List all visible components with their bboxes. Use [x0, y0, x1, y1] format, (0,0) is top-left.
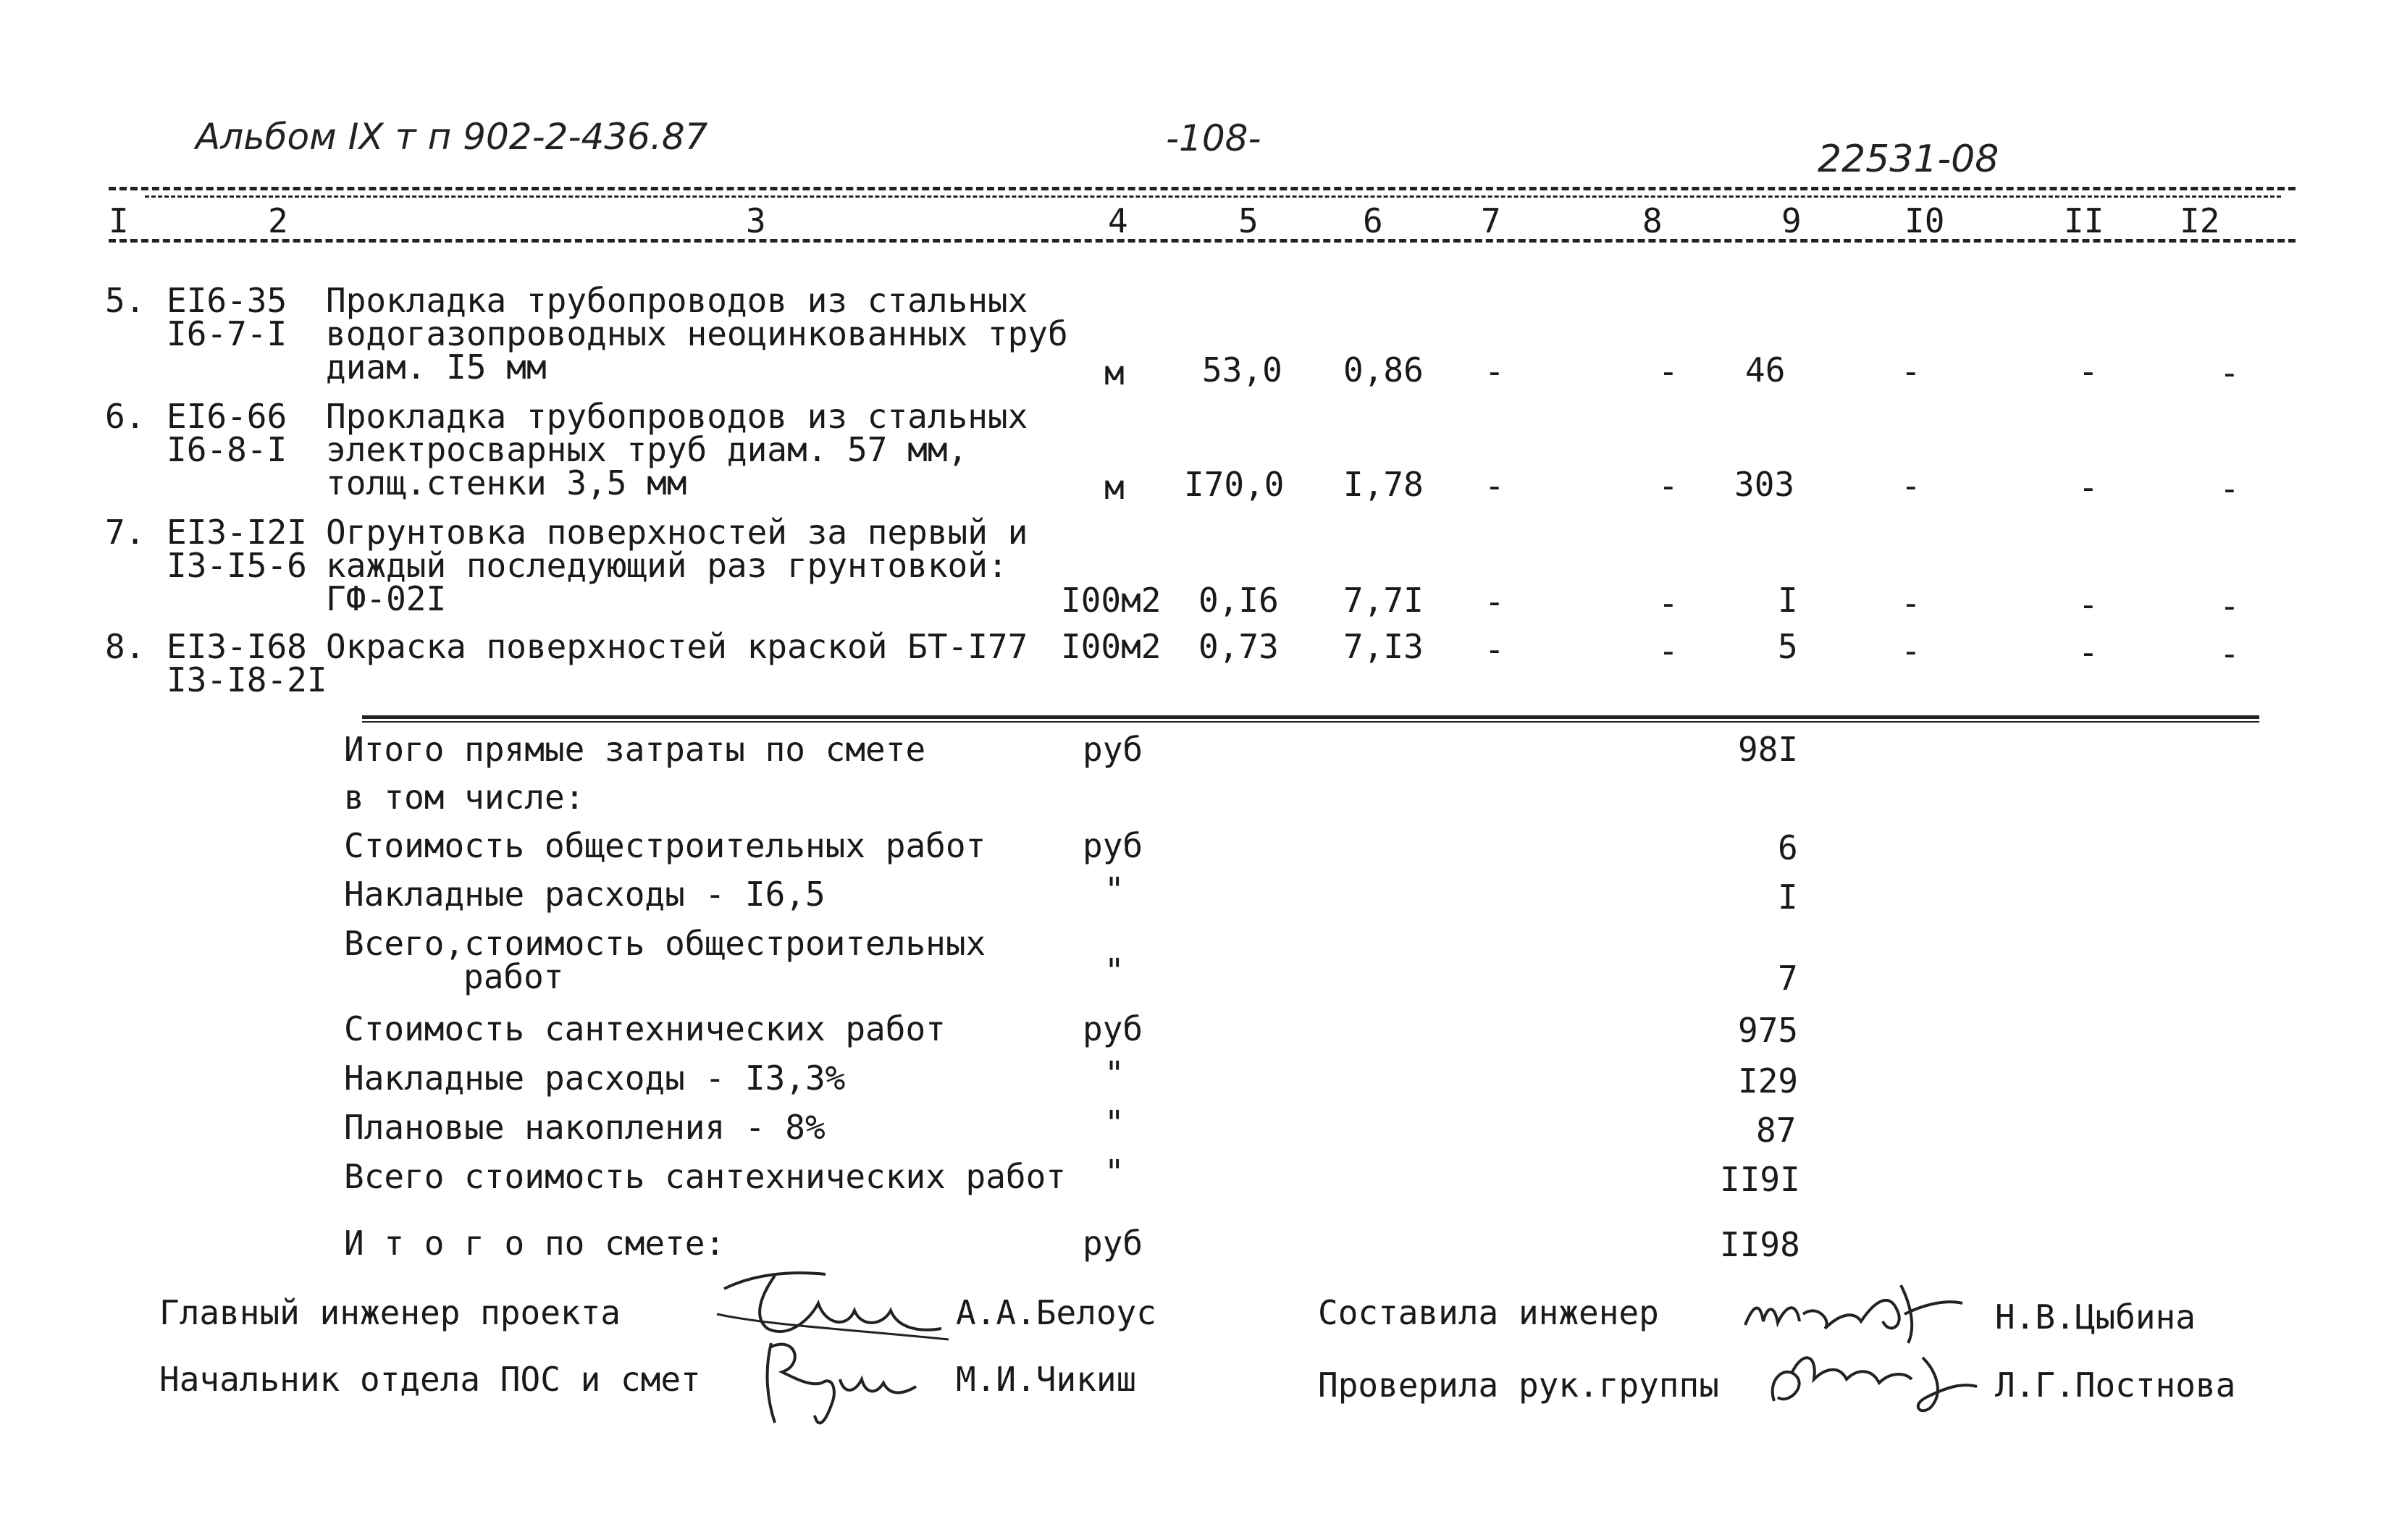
row-col6: I,78 [1343, 465, 1424, 504]
summary-unit: руб [1083, 1224, 1143, 1263]
row-col8: - [1658, 466, 1679, 505]
row-col7: - [1484, 466, 1505, 505]
row-code-primary: EI3-I2I [167, 513, 307, 552]
row-description: Прокладка трубопроводов из стальных [326, 397, 1028, 436]
row-col9: I [1778, 581, 1798, 620]
row-col12: - [2219, 469, 2240, 508]
header-bottom-line [109, 239, 2296, 243]
row-quantity: 0,73 [1198, 627, 1279, 666]
column-header: 6 [1363, 201, 1383, 240]
summary-label: Плановые накопления - 8% [344, 1108, 826, 1147]
checked-title: Проверила рук.группы [1318, 1366, 1719, 1405]
row-description: электросварных труб диам. 57 мм, [326, 430, 968, 469]
row-description: Окраска поверхностей краской БТ-I77 [326, 627, 1028, 666]
summary-unit: " [1104, 1054, 1125, 1093]
row-description: водогазопроводных неоцинкованных труб [326, 314, 1068, 353]
summary-unit: " [1104, 870, 1125, 909]
summary-label: в том числе: [344, 778, 585, 817]
summary-unit: " [1104, 951, 1125, 990]
row-col6: 7,7I [1343, 581, 1424, 620]
summary-label: Стоимость сантехнических работ [344, 1009, 946, 1048]
summary-value: 7 [1778, 959, 1798, 998]
row-col9: 5 [1778, 627, 1798, 666]
summary-separator [362, 715, 2259, 719]
row-col12: - [2219, 634, 2240, 673]
row-description: Огрунтовка поверхностей за первый и [326, 513, 1028, 552]
row-code-primary: EI6-35 [167, 281, 287, 320]
column-header: I0 [1904, 201, 1945, 240]
row-code-primary: EI6-66 [167, 397, 287, 436]
row-number: 5. [105, 281, 146, 320]
row-col12: - [2219, 353, 2240, 392]
row-code-primary: EI3-I68 [167, 627, 307, 666]
row-col7: - [1484, 352, 1505, 391]
summary-label: Всего стоимость сантехнических работ [344, 1157, 1066, 1196]
summary-value: I [1778, 878, 1798, 917]
row-code-secondary: I3-I8-2I [167, 660, 327, 699]
column-header: 7 [1481, 201, 1501, 240]
summary-value: II9I [1720, 1160, 1800, 1199]
summary-total-label: И т о г о по смете: [344, 1224, 726, 1263]
summary-label: Всего,стоимость общестроительных [344, 924, 986, 963]
summary-label: Итого прямые затраты по смете [344, 730, 926, 769]
column-header: 8 [1642, 201, 1663, 240]
row-number: 7. [105, 513, 146, 552]
row-unit: I00м2 [1061, 627, 1162, 666]
row-number: 8. [105, 627, 146, 666]
chief-engineer-name: А.А.Белоус [956, 1293, 1156, 1332]
checked-signature [1752, 1336, 1984, 1423]
row-code-secondary: I3-I5-6 [167, 546, 307, 585]
row-col10: - [1901, 631, 1921, 670]
row-quantity: 53,0 [1202, 350, 1282, 390]
header-top-line-2 [145, 195, 2281, 198]
summary-value: 87 [1756, 1111, 1797, 1150]
compiled-name: Н.В.Цыбина [1995, 1297, 2196, 1337]
row-col9: 46 [1745, 350, 1786, 390]
summary-separator-2 [362, 721, 2259, 723]
row-description: Прокладка трубопроводов из стальных [326, 281, 1028, 320]
row-col6: 7,I3 [1343, 627, 1424, 666]
album-reference: Альбом IX т п 902-2-436.87 [196, 116, 708, 158]
chief-engineer-title: Главный инженер проекта [159, 1293, 621, 1332]
column-header: 2 [268, 201, 288, 240]
row-description: ГФ-02I [326, 579, 447, 618]
summary-unit: " [1104, 1153, 1125, 1192]
checked-name: Л.Г.Постнова [1995, 1366, 2236, 1405]
page-number: -108- [1166, 117, 1261, 159]
row-col11: - [2078, 585, 2099, 624]
summary-label-continuation: работ [463, 957, 564, 996]
row-description: каждый последующий раз грунтовкой: [326, 546, 1008, 585]
head-signature [753, 1329, 927, 1437]
compiled-title: Составила инженер [1318, 1293, 1659, 1332]
summary-value: 6 [1778, 828, 1798, 867]
head-title: Начальник отдела ПОС и смет [159, 1360, 701, 1399]
row-col8: - [1658, 631, 1679, 670]
row-col8: - [1658, 352, 1679, 391]
summary-unit: " [1104, 1103, 1125, 1143]
summary-unit: руб [1083, 826, 1143, 865]
summary-label: Накладные расходы - I6,5 [344, 875, 826, 914]
row-quantity: 0,I6 [1198, 581, 1279, 620]
column-header: 5 [1238, 201, 1259, 240]
row-code-secondary: I6-7-I [167, 314, 287, 353]
column-header: I2 [2180, 201, 2220, 240]
summary-value: 98I [1738, 730, 1799, 769]
row-col6: 0,86 [1343, 350, 1424, 390]
summary-label: Накладные расходы - I3,3% [344, 1059, 846, 1098]
row-col10: - [1901, 584, 1921, 623]
row-unit: м [1104, 468, 1125, 507]
row-col8: - [1658, 584, 1679, 623]
row-code-secondary: I6-8-I [167, 430, 287, 469]
column-header: 3 [746, 201, 766, 240]
row-col11: - [2078, 468, 2099, 507]
row-col10: - [1901, 352, 1921, 391]
head-name: М.И.Чикиш [956, 1360, 1137, 1399]
summary-label: Стоимость общестроительных работ [344, 826, 986, 865]
summary-value: I29 [1738, 1061, 1799, 1101]
row-col11: - [2078, 352, 2099, 391]
row-col9: 303 [1734, 465, 1795, 504]
column-header: 9 [1781, 201, 1802, 240]
summary-unit: руб [1083, 1009, 1143, 1048]
row-unit: I00м2 [1061, 581, 1162, 620]
row-col11: - [2078, 633, 2099, 672]
column-header: I [109, 201, 129, 240]
column-header: II [2064, 201, 2104, 240]
summary-total-value: II98 [1720, 1225, 1800, 1264]
summary-unit: руб [1083, 730, 1143, 769]
row-description: толщ.стенки 3,5 мм [326, 463, 687, 502]
row-description: диам. I5 мм [326, 348, 547, 387]
row-quantity: I70,0 [1184, 465, 1285, 504]
row-col12: - [2219, 586, 2240, 626]
row-col10: - [1901, 466, 1921, 505]
summary-value: 975 [1738, 1011, 1799, 1050]
header-top-line [109, 187, 2296, 190]
row-col7: - [1484, 630, 1505, 669]
column-header: 4 [1108, 201, 1128, 240]
document-code: 22531-08 [1818, 138, 1999, 181]
row-col7: - [1484, 582, 1505, 621]
row-unit: м [1104, 353, 1125, 392]
row-number: 6. [105, 397, 146, 436]
